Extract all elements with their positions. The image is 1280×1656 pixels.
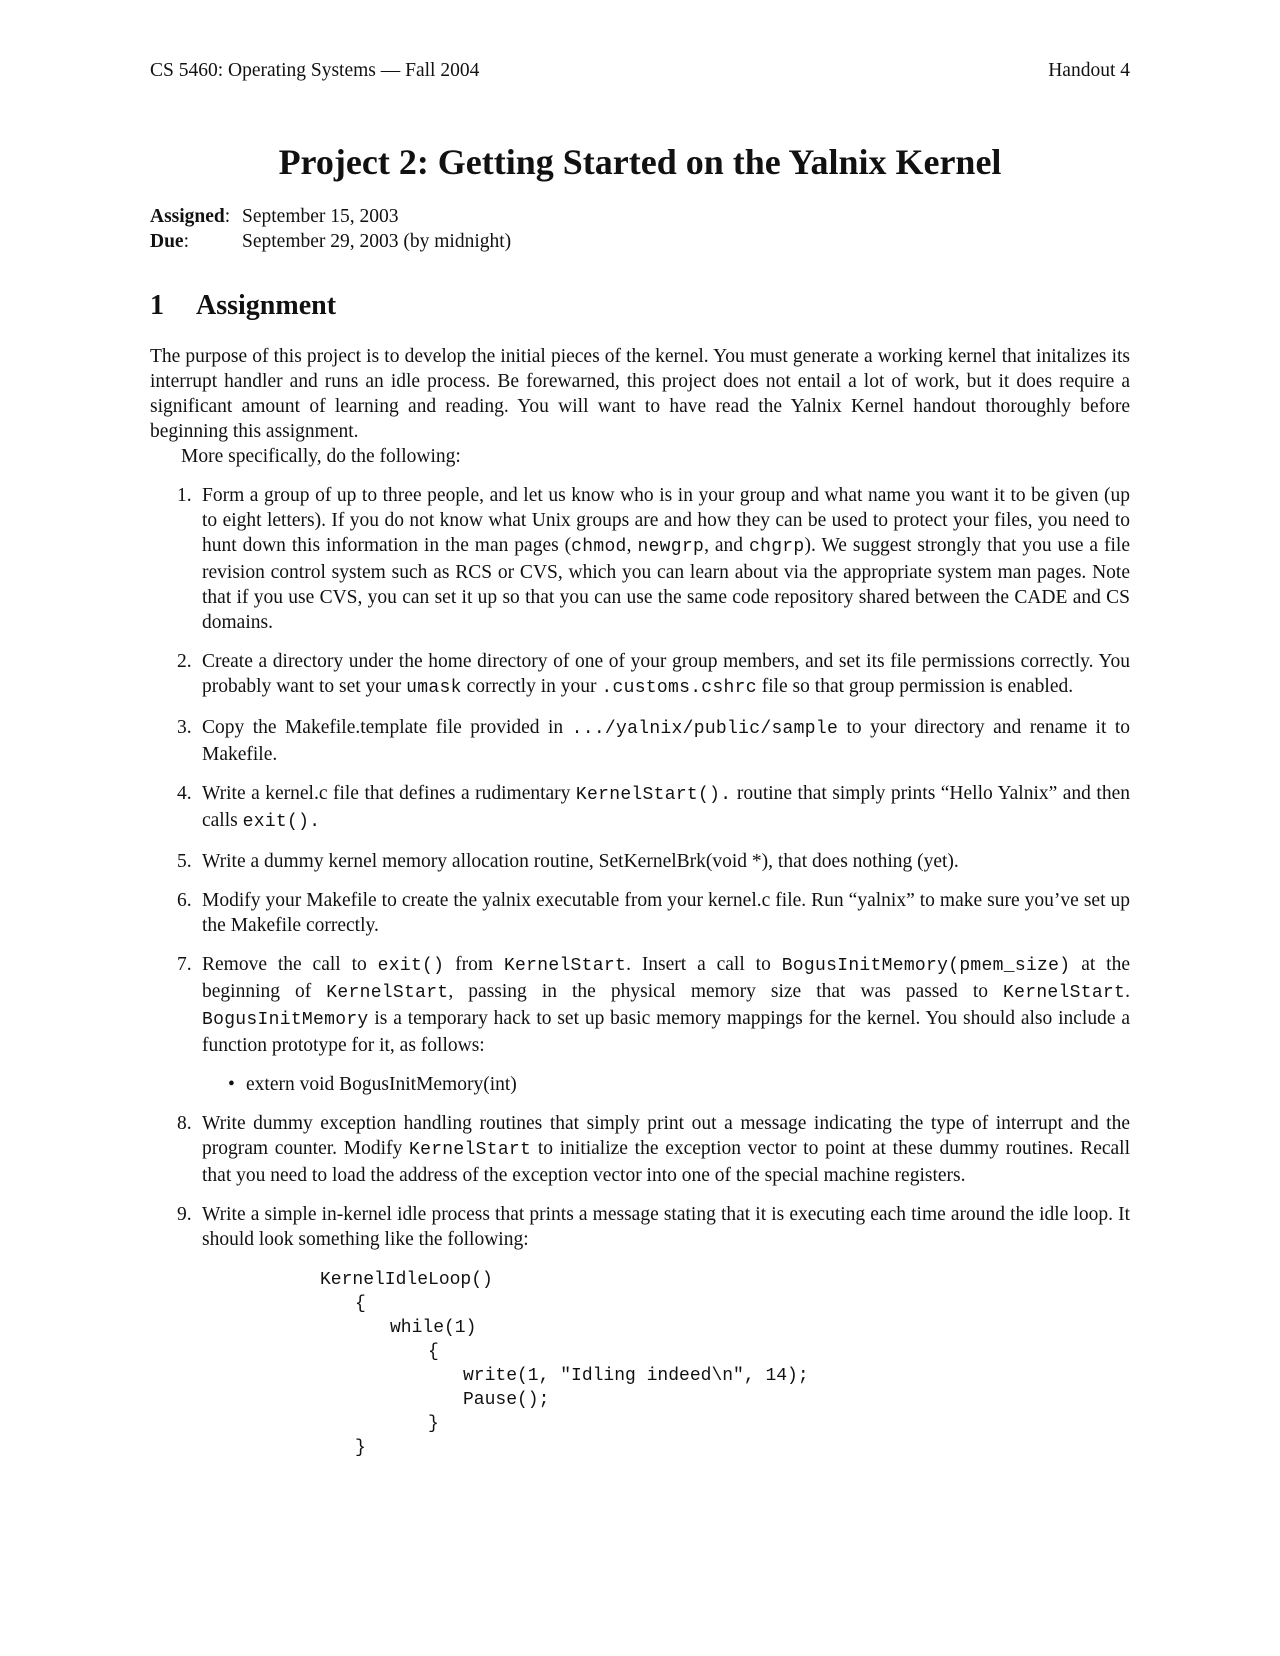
item-number: 3. bbox=[177, 717, 192, 738]
section-number: 1 bbox=[150, 290, 164, 321]
bullet-item bbox=[202, 1072, 1130, 1097]
code-line: { bbox=[428, 1342, 439, 1362]
item-text: routine that simply prints “Hello Yalnix” and then calls bbox=[202, 783, 1130, 831]
item-number: 7. bbox=[177, 954, 192, 975]
document-title: Project 2: Getting Started on the Yalnix Kernel bbox=[278, 142, 1002, 182]
code-line: KernelIdleLoop() bbox=[320, 1270, 493, 1290]
code-line: { bbox=[355, 1294, 366, 1314]
item-text: , passing in the physical memory size that was passed to bbox=[448, 981, 1004, 1002]
item-text: Write dummy exception handling routines that simply print out a message indicating the type of interrupt and the program counter. Modify bbox=[202, 1113, 1130, 1159]
bullet-list bbox=[202, 1072, 1130, 1097]
lead-paragraph: More specifically, do the following: bbox=[181, 446, 461, 467]
section-heading bbox=[150, 290, 336, 322]
section-title: Assignment bbox=[196, 290, 337, 321]
task-list bbox=[150, 483, 1130, 1460]
item-text: Modify your Makefile to create the yalnix executable from your kernel.c file. Run “yalnix” to make sure you’ve set up the Makefile correctly. bbox=[202, 890, 1130, 936]
code-line: } bbox=[355, 1438, 366, 1458]
item-number: 4. bbox=[177, 783, 192, 804]
item-number: 2. bbox=[177, 651, 192, 672]
item-text: to initialize the exception vector to point at these dummy routines. Recall that you need to load the address of the exception vector into one of the special machine registers. bbox=[202, 1138, 1130, 1186]
code-exit: exit() bbox=[377, 956, 445, 976]
code-line: Pause(); bbox=[463, 1390, 550, 1410]
section-body bbox=[150, 344, 1130, 1474]
code-kernelstart: KernelStart bbox=[503, 956, 627, 976]
code-bogusinitmemory-call: BogusInitMemory(pmem_size) bbox=[781, 956, 1071, 976]
assigned-date: September 15, 2003 bbox=[242, 206, 399, 227]
list-item bbox=[150, 781, 1130, 835]
item-text: file so that group permission is enabled. bbox=[756, 676, 1074, 697]
item-text: Copy the Makefile.template file provided in bbox=[202, 717, 572, 738]
bullet-text: extern void BogusInitMemory(int) bbox=[246, 1074, 517, 1095]
item-text: , bbox=[626, 535, 638, 556]
dates-block: Assigned: September 15, 2003 Due: September 29, 2003 (by midnight) bbox=[150, 206, 512, 252]
document-page bbox=[150, 58, 1131, 1458]
item-number: 9. bbox=[177, 1204, 192, 1225]
item-text: to your directory and rename it to Makefile. bbox=[202, 717, 1130, 765]
list-item bbox=[150, 952, 1130, 1097]
code-exit: exit(). bbox=[242, 812, 321, 832]
item-text: . bbox=[1125, 981, 1131, 1002]
item-text: . Insert a call to bbox=[626, 954, 782, 975]
bullet-icon: • bbox=[228, 1074, 235, 1095]
item-text: at the beginning of bbox=[202, 954, 1131, 1002]
item-number: 5. bbox=[177, 851, 192, 872]
code-chmod: chmod bbox=[571, 537, 627, 557]
code-chgrp: chgrp bbox=[748, 537, 805, 557]
code-block bbox=[202, 1268, 1130, 1460]
item-text: Remove the call to bbox=[202, 954, 378, 975]
item-text: from bbox=[444, 954, 504, 975]
course-label: CS 5460: Operating Systems — Fall 2004 bbox=[150, 60, 480, 81]
item-text: Write a simple in-kernel idle process that prints a message stating that it is executing each time around the idle loop. It should look something like the following: bbox=[202, 1204, 1130, 1250]
item-number: 8. bbox=[177, 1113, 192, 1134]
list-item bbox=[150, 483, 1130, 635]
code-kernelstart: KernelStart(). bbox=[575, 785, 732, 805]
code-kernelstart: KernelStart bbox=[326, 983, 449, 1003]
code-line: while(1) bbox=[390, 1318, 477, 1338]
item-number: 1. bbox=[177, 485, 192, 506]
code-path: .../yalnix/public/sample bbox=[571, 719, 839, 739]
item-text: ). We suggest strongly that you use a file revision control system such as RCS or CVS, which you can learn about via the appropriate system man pages. Note that if you use CVS, you can set it up so that you can use the same code repository shared between the CADE and CS domains. bbox=[202, 535, 1130, 633]
due-label: Due bbox=[150, 231, 184, 252]
list-item bbox=[150, 715, 1130, 767]
list-item bbox=[150, 888, 1130, 938]
item-text: Form a group of up to three people, and let us know who is in your group and what name you want it to be given (up to eight letters). If you do not know what Unix groups are and how they can be used to protect your files, you need to hunt down this information in the man pages ( bbox=[202, 485, 1130, 556]
code-line: write(1, "Idling indeed\n", 14); bbox=[463, 1366, 809, 1386]
assigned-label: Assigned bbox=[150, 206, 225, 227]
list-item bbox=[150, 1202, 1130, 1460]
code-umask: umask bbox=[406, 678, 462, 698]
item-text: Write a kernel.c file that defines a rudimentary bbox=[202, 783, 576, 804]
list-item bbox=[150, 849, 1130, 874]
item-text: correctly in your bbox=[461, 676, 602, 697]
code-bogusinitmemory: BogusInitMemory bbox=[202, 1010, 369, 1030]
item-text: Create a directory under the home directory of one of your group members, and set its file permissions correctly. You probably want to set your bbox=[202, 651, 1130, 697]
due-date: September 29, 2003 (by midnight) bbox=[242, 231, 512, 252]
item-text: Write a dummy kernel memory allocation routine, SetKernelBrk(void *), that does nothing (yet). bbox=[202, 851, 959, 872]
handout-label: Handout 4 bbox=[1048, 60, 1130, 81]
list-item bbox=[150, 649, 1130, 701]
code-kernelstart: KernelStart bbox=[1003, 983, 1126, 1003]
code-kernelstart: KernelStart bbox=[409, 1140, 532, 1160]
code-newgrp: newgrp bbox=[637, 537, 705, 557]
intro-paragraph: The purpose of this project is to develop the initial pieces of the kernel. You must generate a working kernel that initalizes its interrupt handler and runs an idle process. Be forewarned, this project does not entail a lot of work, but it does require a significant amount of learning and reading. You will want to have read the Yalnix Kernel handout thoroughly before beginning this assignment. bbox=[150, 346, 1130, 442]
code-cshrc: .customs.cshrc bbox=[601, 678, 757, 698]
item-text: is a temporary hack to set up basic memory mappings for the kernel. You should also include a function prototype for it, as follows: bbox=[202, 1008, 1130, 1056]
item-text: , and bbox=[704, 535, 749, 556]
page-header bbox=[150, 58, 1130, 84]
code-line: } bbox=[428, 1414, 439, 1434]
item-number: 6. bbox=[177, 890, 192, 911]
list-item bbox=[150, 1111, 1130, 1188]
